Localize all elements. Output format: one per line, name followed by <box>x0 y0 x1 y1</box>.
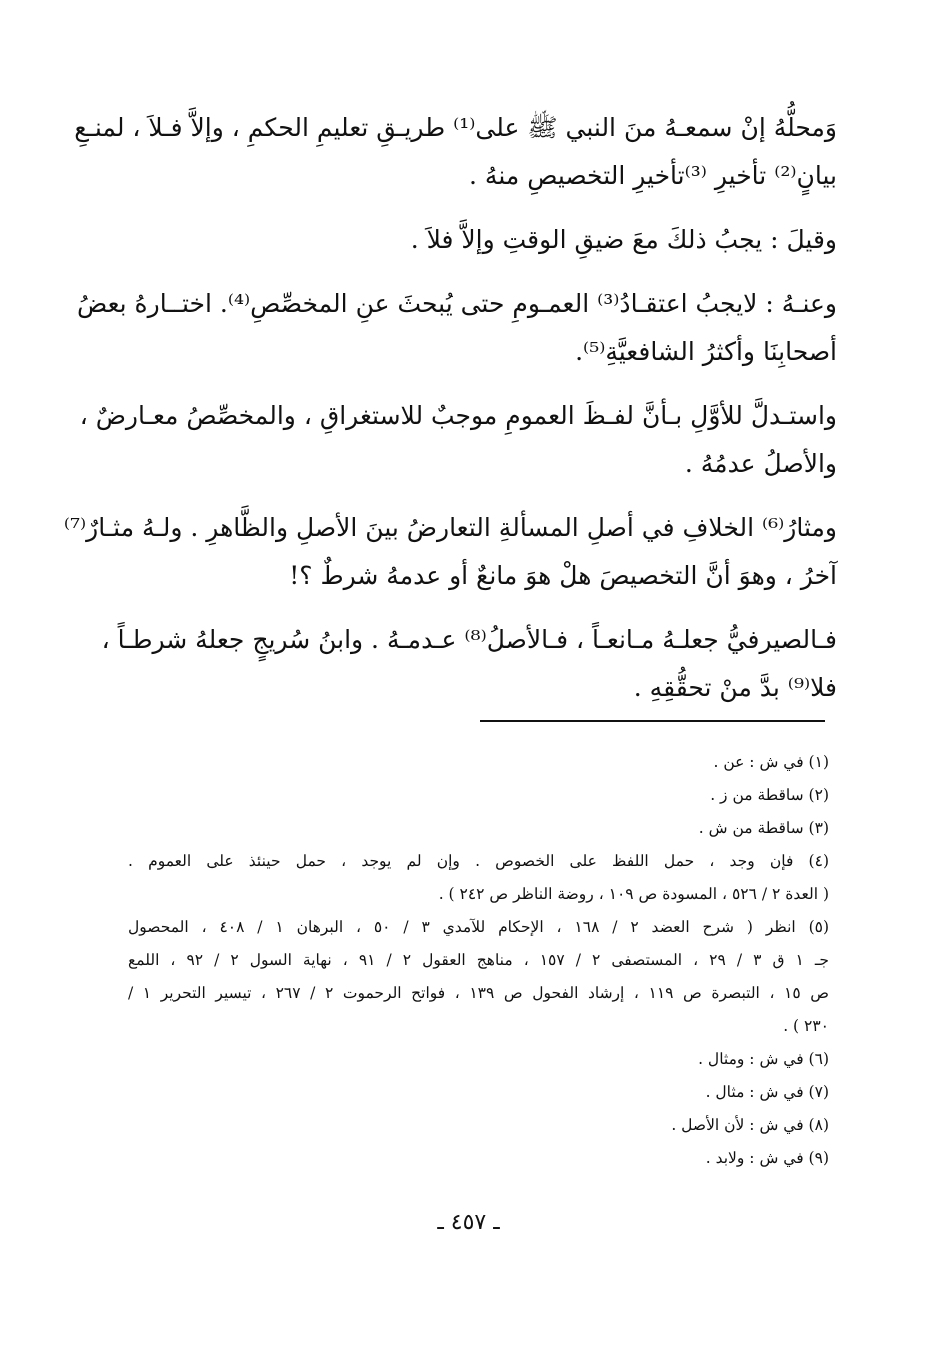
text-line: بيانٍ⁽²⁾ تأخيرِ ⁽³⁾تأخيرِ التخصيصِ منهُ . <box>469 161 837 190</box>
footnote-8 <box>128 1109 829 1142</box>
footnote-line: ص ١٥ ، التبصرة ص ١١٩ ، إرشاد الفحول ص ١٣٩ ، فواتح الرحموت ٢ / ٢٦٧ ، تيسير التحرير ١ / <box>128 984 829 1002</box>
footnote-line: (٢) ساقطة من ز . <box>710 786 829 804</box>
paragraph-2 <box>128 216 837 264</box>
text-line: وعنـهُ : لايجبُ اعتقـادُ⁽³⁾ العمـومِ حتى يُبحثَ عنِ المخصِّصِ⁽⁴⁾. اختــارهُ بعضُ <box>76 289 837 318</box>
footnote-4 <box>128 845 829 911</box>
paragraph-6 <box>101 616 837 712</box>
footnote-line: ( العدة ٢ / ٥٢٦ ، المسودة ص ١٠٩ ، روضة الناظر ص ٢٤٢ ) . <box>438 885 829 903</box>
text-line: واستـدلَّ للأوَّلِ بـأنَّ لفـظَ العمومِ موجبٌ للاستغراقِ ، والمخصِّصُ معـارضٌ ، <box>79 401 837 430</box>
footnote-2 <box>128 779 829 812</box>
footnote-3 <box>128 812 829 845</box>
footnote-line: (٦) في ش : ومثال . <box>698 1050 829 1068</box>
main-text <box>63 104 837 728</box>
text-line: فلا⁽⁹⁾ بدَّ منْ تحقُّقِهِ . <box>633 673 837 702</box>
paragraph-4 <box>79 392 837 488</box>
footnote-line: ٢٣٠ ) . <box>783 1017 829 1035</box>
text-line: ومثارُ⁽⁶⁾ الخلافِ في أصلِ المسألةِ التعارضُ بينَ الأصلِ والظَّاهرِ . ولـهُ مثـارٌ⁽⁷⁾ <box>63 513 837 542</box>
footnote-separator <box>480 720 825 722</box>
text-line: وقيلَ : يجبُ ذلكَ معَ ضيقِ الوقتِ وإلاَّ فلاَ . <box>410 225 837 254</box>
footnote-1 <box>128 746 829 779</box>
footnote-line: (٥) انظر ( شرح العضد ٢ / ١٦٨ ، الإحكام للآمدي ٣ / ٥٠ ، البرهان ١ / ٤٠٨ ، المحصول <box>128 918 830 936</box>
footnote-line: (١) في ش : عن . <box>713 753 829 771</box>
footnote-line: (٣) ساقطة من ش . <box>698 819 829 837</box>
footnote-6 <box>128 1043 829 1076</box>
footnote-line: (٤) فإن وجد ، حمل اللفظ على الخصوص . وإن لم يوجد ، حمل حينئذ على العموم . <box>128 852 829 870</box>
text-line: فـالصيرفيُّ جعلـهُ مـانعـاً ، فـالأصلُ⁽⁸⁾ عـدمـهُ . وابنُ سُريجٍ جعلهُ شرطـاً ، <box>101 625 837 654</box>
text-line: آخرُ ، وهوَ أنَّ التخصيصَ هلْ هوَ مانعٌ أو عدمهُ شرطٌ ؟! <box>289 561 837 590</box>
paragraph-3 <box>76 280 837 376</box>
text-line: وَمحلُّهُ إنْ سمعـهُ منَ النبي ﷺ على⁽¹⁾ طريـقِ تعليمِ الحكمِ ، وإلاَّ فـلاَ ، لمنـعِ <box>74 113 837 142</box>
paragraph-1 <box>74 104 837 200</box>
page-number: ـ ٤٥٧ ـ <box>437 1210 500 1235</box>
footnote-7 <box>128 1076 829 1109</box>
footnote-9 <box>128 1142 829 1175</box>
footnotes <box>128 746 829 1175</box>
text-line: أصحابِنَا وأكثرُ الشافعيَّةِ⁽⁵⁾. <box>575 337 837 366</box>
paragraph-5 <box>63 504 837 600</box>
footnote-line: (٩) في ش : ولابد . <box>705 1149 829 1167</box>
footnote-line: جـ ١ ق ٣ / ٢٩ ، المستصفى ٢ / ١٥٧ ، مناهج العقول ٢ / ٩١ ، نهاية السول ٢ / ٩٢ ، اللمع <box>128 951 830 969</box>
footnote-line: (٧) في ش : مثال . <box>705 1083 829 1101</box>
footnote-5 <box>128 911 829 1043</box>
text-line: والأصلُ عدمُهُ . <box>684 449 837 478</box>
footnote-line: (٨) في ش : لأن الأصل . <box>671 1116 829 1134</box>
